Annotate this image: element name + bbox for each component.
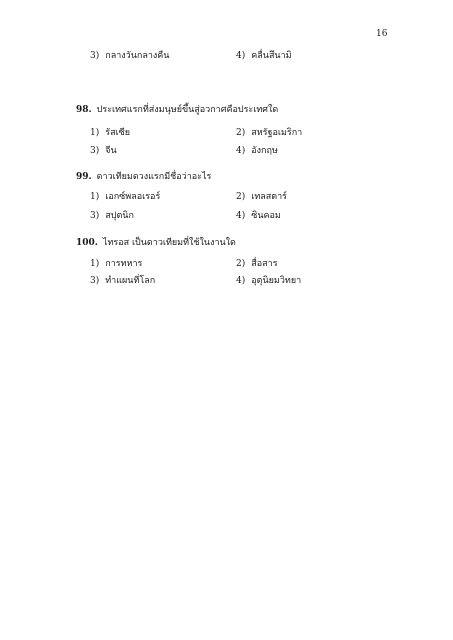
option-98-2 (236, 125, 302, 139)
option-text: จีน (105, 146, 117, 156)
option-number: 3) (90, 211, 100, 221)
option-99-3 (90, 208, 134, 222)
option-text: การทหาร (105, 259, 143, 269)
option-number: 3) (90, 276, 100, 286)
option-number: 2) (236, 192, 246, 202)
option-100-3 (90, 273, 155, 287)
option-text: อุตุนิยมวิทยา (251, 276, 302, 286)
option-prev-3 (90, 48, 169, 62)
option-number: 3) (90, 146, 100, 156)
question-text: ดาวเทียมดวงแรกมีชื่อว่าอะไร (96, 172, 212, 182)
option-number: 4) (236, 51, 246, 61)
question-100 (76, 235, 236, 249)
option-text: เทลสตาร์ (251, 192, 287, 202)
option-text: คลื่นสึนามิ (251, 51, 292, 61)
option-99-2 (236, 189, 287, 203)
option-text: กลางวันกลางคืน (105, 51, 170, 61)
question-text: ไทรอส เป็นดาวเทียมที่ใช้ในงานใด (102, 238, 236, 248)
option-text: รัสเซีย (105, 128, 131, 138)
option-100-4 (236, 273, 301, 287)
option-number: 3) (90, 51, 100, 61)
option-text: เอกซ์พลอเรอร์ (105, 192, 161, 202)
option-100-1 (90, 256, 142, 270)
option-98-4 (236, 143, 278, 157)
option-number: 4) (236, 276, 246, 286)
option-99-1 (90, 189, 160, 203)
option-text: สหรัฐอเมริกา (251, 128, 303, 138)
option-text: สปุตนิก (105, 211, 134, 221)
option-number: 1) (90, 259, 100, 269)
page-number: 16 (376, 29, 388, 39)
question-98 (76, 102, 278, 116)
option-99-4 (236, 208, 281, 222)
option-98-1 (90, 125, 130, 139)
option-number: 4) (236, 146, 246, 156)
question-number: 99. (76, 172, 92, 182)
option-100-2 (236, 256, 278, 270)
question-99 (76, 169, 211, 183)
option-98-3 (90, 143, 117, 157)
option-text: ซินคอม (251, 211, 281, 221)
option-number: 1) (90, 128, 100, 138)
question-number: 98. (76, 105, 92, 115)
option-number: 4) (236, 211, 246, 221)
option-number: 1) (90, 192, 100, 202)
option-text: ทำแผนที่โลก (105, 276, 156, 286)
question-text: ประเทศแรกที่ส่งมนุษย์ขึ้นสู่อวกาศคือประเทศใด (96, 105, 279, 115)
option-text: สื่อสาร (251, 259, 278, 269)
question-number: 100. (76, 238, 98, 248)
option-text: อังกฤษ (251, 146, 278, 156)
option-prev-4 (236, 48, 292, 62)
option-number: 2) (236, 259, 246, 269)
option-number: 2) (236, 128, 246, 138)
